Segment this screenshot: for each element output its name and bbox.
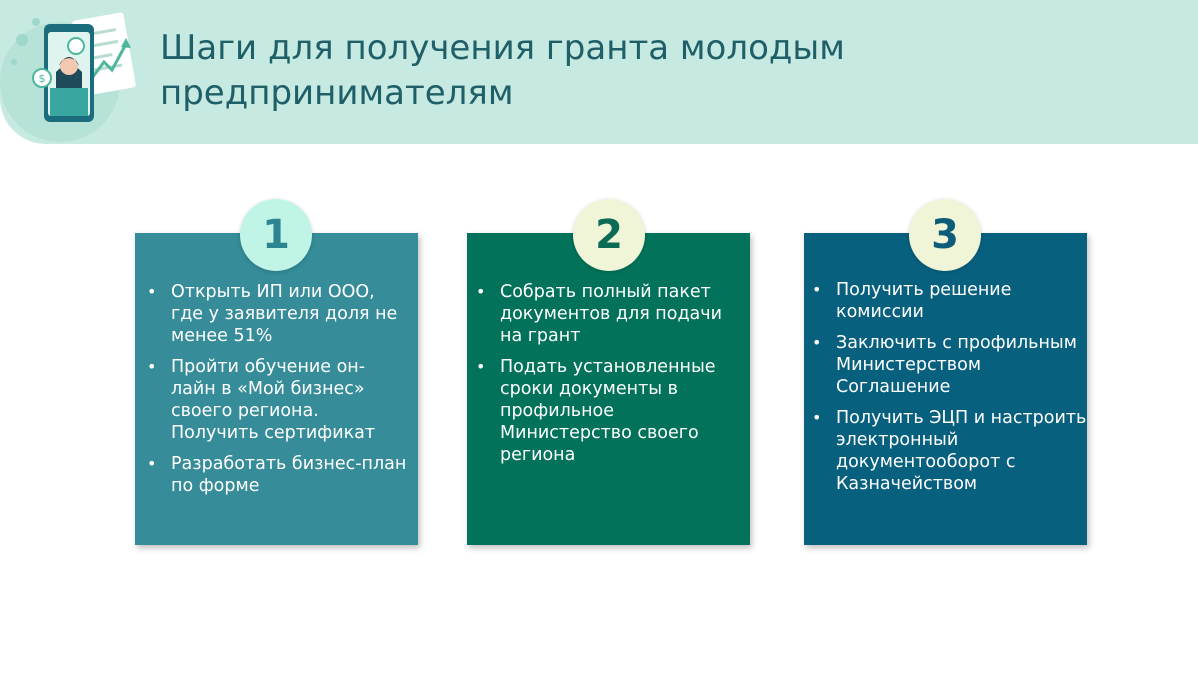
list-item-text: Собрать полный пакет документов для подачи на грант xyxy=(500,282,722,346)
page-title: Шаги для получения гранта молодым предпринимателям xyxy=(160,28,845,113)
list-item-text: Открыть ИП или ООО, где у заявителя доля не менее 51% xyxy=(171,282,398,346)
bullet-icon: • xyxy=(147,454,157,473)
step-3-list xyxy=(802,279,1092,504)
step-1-list xyxy=(137,281,407,506)
list-item xyxy=(137,281,407,347)
list-item xyxy=(466,356,746,466)
step-number-badge-2: 2 xyxy=(573,199,645,271)
list-item-text: Подать установленные сроки документы в профильное Министерство своего региона xyxy=(500,357,716,465)
list-item xyxy=(137,453,407,497)
bullet-icon: • xyxy=(147,282,157,301)
step-number-badge-3: 3 xyxy=(909,199,981,271)
woman-with-smartphone-illustration-icon xyxy=(0,0,160,144)
list-item xyxy=(802,332,1092,398)
list-item xyxy=(802,279,1092,323)
list-item xyxy=(137,356,407,444)
bullet-icon: • xyxy=(147,357,157,376)
bullet-icon: • xyxy=(812,408,822,427)
list-item-text: Пройти обучение он-лайн в «Мой бизнес» своего региона. Получить сертификат xyxy=(171,357,376,443)
list-item-text: Получить решение комиссии xyxy=(836,280,1012,322)
bullet-icon: • xyxy=(812,333,822,352)
bullet-icon: • xyxy=(476,282,486,301)
list-item xyxy=(466,281,746,347)
bullet-icon: • xyxy=(812,280,822,299)
svg-text:$: $ xyxy=(38,72,46,85)
list-item-text: Получить ЭЦП и настроить электронный документооборот с Казначейством xyxy=(836,408,1087,494)
list-item-text: Заключить с профильным Министерством Соглашение xyxy=(836,333,1077,397)
step-2-list xyxy=(466,281,746,475)
bullet-icon: • xyxy=(476,357,486,376)
list-item-text: Разработать бизнес-план по форме xyxy=(171,454,407,496)
list-item xyxy=(802,407,1092,495)
step-number-badge-1: 1 xyxy=(240,199,312,271)
